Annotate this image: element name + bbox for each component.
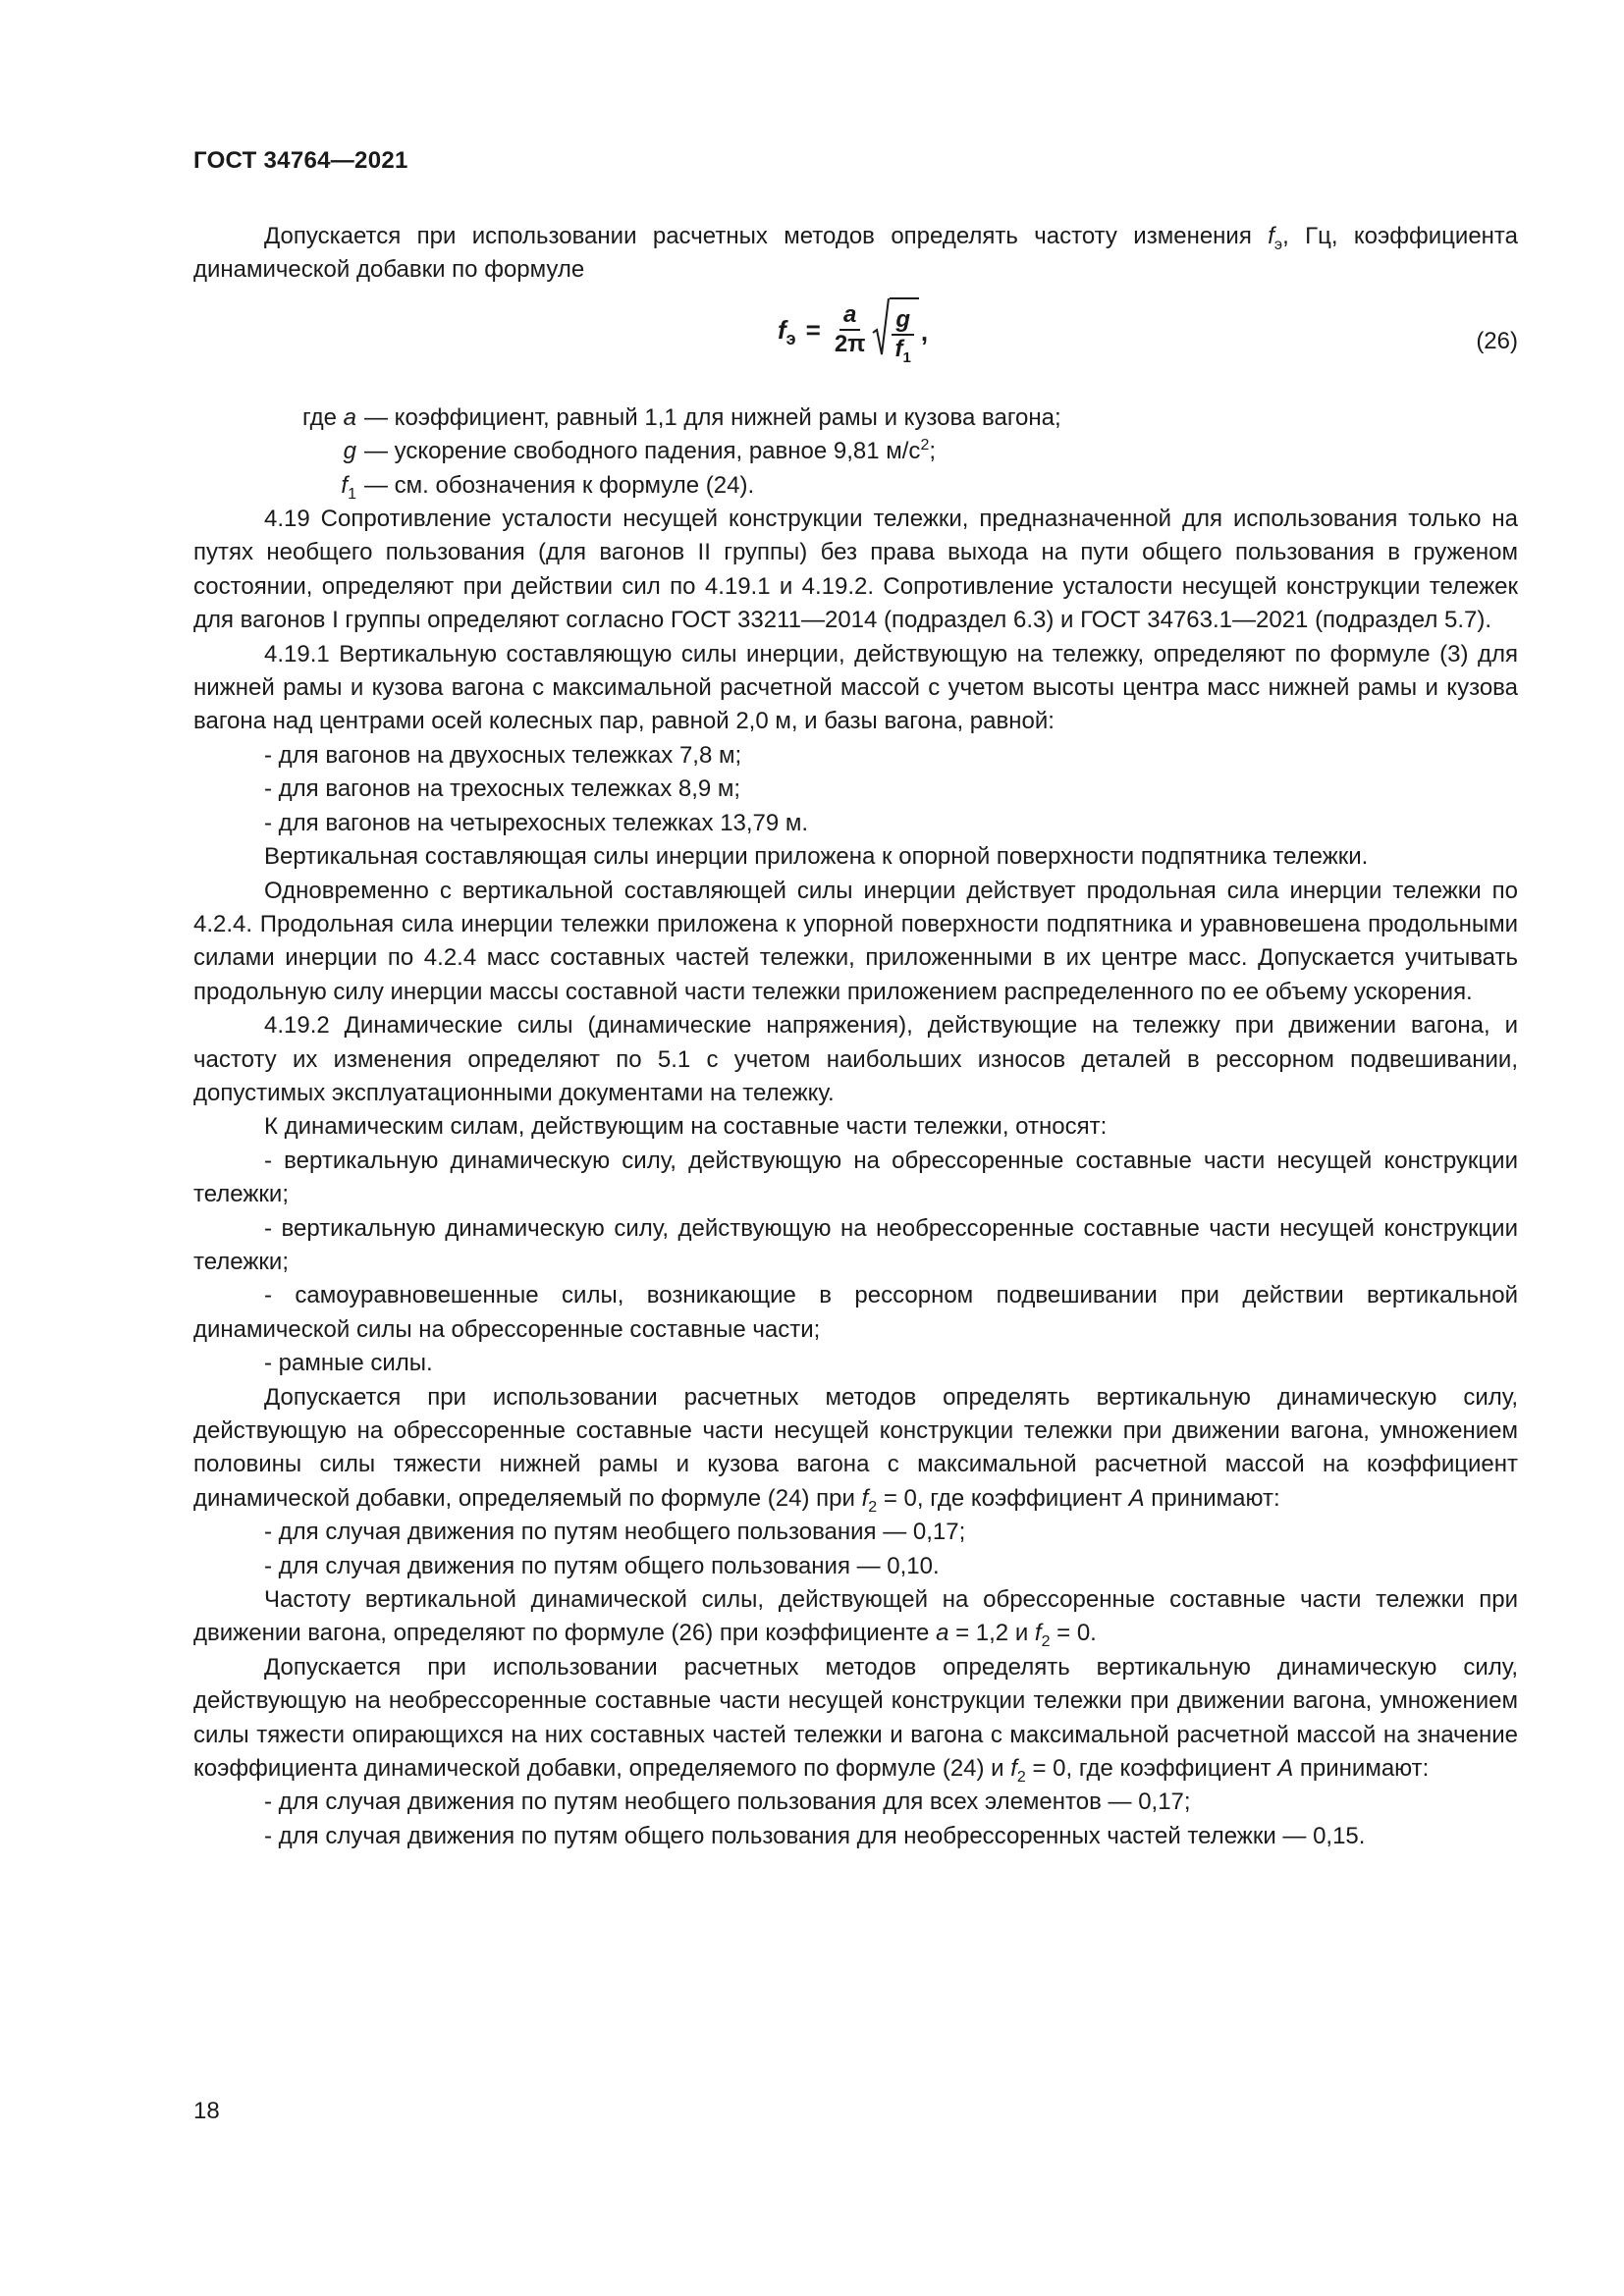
intro-paragraph: Допускается при использовании расчетных методов определять частоту изменения $f_э$, Гц, коэффициента динамической добавки по формуле <box>193 223 1519 284</box>
paragraph-4-19-1: 4.19.1 Вертикальную составляющую силы инерции, действующую на тележку, определяют по формуле (3) для нижней рамы и кузова вагона с максимальной расчетной массой с учетом высоты центра масс нижней рамы и кузова вагона над центрами осей колесных пар, равной 2,0 м, и базы вагона, равной: <box>193 640 1518 735</box>
formula-square-root <box>872 297 919 366</box>
formula-numerator: a <box>839 301 860 331</box>
list-item: - самоуравновешенные силы, возникающие в рессорном подвешивании при действии вертикальной динамической силы на обрессоренные составные части; <box>193 1282 1518 1343</box>
radical-sign-icon <box>872 297 890 358</box>
document-body <box>193 220 1518 1853</box>
paragraph-4-19: 4.19 Сопротивление усталости несущей конструкции тележки, предназначенной для использования только на путях необщего пользования (для вагонов II группы) без права выхода на пути общего пользования в груженом состоянии, определяют при действии сил по 4.19.1 и 4.19.2. Сопротивление усталости несущей конструкции тележек для вагонов I группы определяют согласно ГОСТ 33211—2014 (подраздел 6.3) и ГОСТ 34763.1—2021 (подраздел 5.7). <box>193 506 1518 634</box>
where-item: g — ускорение свободного падения, равное 9,81 $м/с^2$; <box>343 437 937 465</box>
page-number: 18 <box>193 2098 220 2124</box>
list-item: - для вагонов на трехосных тележках 8,9 м; <box>264 775 741 803</box>
where-item: где a — коэффициент, равный 1,1 для нижней рамы и кузова вагона; <box>301 403 1061 431</box>
list-item: - для случая движения по путям общего пользования для необрессоренных частей тележки — 0,15. <box>264 1822 1366 1849</box>
paragraph-frequency: Частоту вертикальной динамической силы, действующей на обрессоренные составные части тележки при движении вагона, определяют по формуле (26) при коэффициенте a = 1,2 и $f_2 = 0$. <box>193 1586 1518 1651</box>
where-item: $f_1$ — см. обозначения к формуле (24). <box>341 471 755 503</box>
formula-equals: = <box>805 315 821 346</box>
paragraph-longitudinal-force: Одновременно с вертикальной составляющей силы инерции действует продольная сила инерции тележки по 4.2.4. Продольная сила инерции тележки приложена к упорной поверхности подпятника и уравновешена продольными силами инерции по 4.2.4 масс составных частей тележки, приложенными в их центре масс. Допускается учитывать продольную силу инерции массы составной части тележки приложением распределенного по ее объему ускорения. <box>193 877 1518 1005</box>
formula-root-denominator: $f_1$ <box>894 335 911 366</box>
formula-comma: , <box>920 317 929 347</box>
document-header: ГОСТ 34764—2021 <box>193 147 408 174</box>
formula-expression <box>778 297 929 366</box>
paragraph-allow-unsprung: Допускается при использовании расчетных методов определять вертикальную динамическую силу, действующую на необрессоренные составные части несущей конструкции тележки при движении вагона, умножением силы тяжести опирающихся на них составных частей тележки и вагона с максимальной расчетной массой на значение коэффициента динамической добавки, определяемого по формуле (24) и $f_2 = 0$, где коэффициент A принимают: <box>193 1653 1518 1786</box>
list-item: - рамные силы. <box>264 1350 433 1377</box>
list-item: - для случая движения по путям необщего пользования — 0,17; <box>264 1519 966 1546</box>
list-item: - вертикальную динамическую силу, действующую на обрессоренные составные части несущей конструкции тележки; <box>193 1147 1518 1208</box>
formula-lhs: $f_э$ <box>778 315 796 349</box>
list-item: - вертикальную динамическую силу, действующую на необрессоренные составные части несущей конструкции тележки; <box>193 1214 1518 1275</box>
formula-fraction <box>831 301 870 358</box>
list-item: - для случая движения по путям общего пользования — 0,10. <box>264 1552 940 1579</box>
formula-root-numerator: g <box>892 306 914 336</box>
list-item: - для вагонов на четырехосных тележках 13,79 м. <box>264 809 809 836</box>
paragraph-vertical-force: Вертикальная составляющая силы инерции приложена к опорной поверхности подпятника тележки. <box>264 843 1369 871</box>
formula-number: (26) <box>1476 327 1518 354</box>
paragraph-dynamic-forces: К динамическим силам, действующим на составные части тележки, относят: <box>264 1113 1108 1141</box>
paragraph-allow-sprung: Допускается при использовании расчетных методов определять вертикальную динамическую силу, действующую на обрессоренные составные части несущей конструкции тележки при движении вагона, умножением половины силы тяжести нижней рамы и кузова вагона с максимальной расчетной массой на коэффициент динамической добавки, определяемый по формуле (24) при $f_2 = 0$, где коэффициент A принимают: <box>193 1383 1518 1516</box>
list-item: - для случая движения по путям необщего пользования для всех элементов — 0,17; <box>264 1789 1191 1816</box>
list-item: - для вагонов на двухосных тележках 7,8 м; <box>264 741 742 769</box>
formula-denominator: 2π <box>834 331 866 358</box>
formula-26 <box>193 288 1518 401</box>
formula-root-fraction <box>892 305 915 366</box>
paragraph-4-19-2: 4.19.2 Динамические силы (динамические напряжения), действующие на тележку при движении вагона, и частоту их изменения определяют по 5.1 с учетом наибольших износов деталей в рессорном подвешивании, допустимых эксплуатационными документами на тележку. <box>193 1012 1518 1106</box>
